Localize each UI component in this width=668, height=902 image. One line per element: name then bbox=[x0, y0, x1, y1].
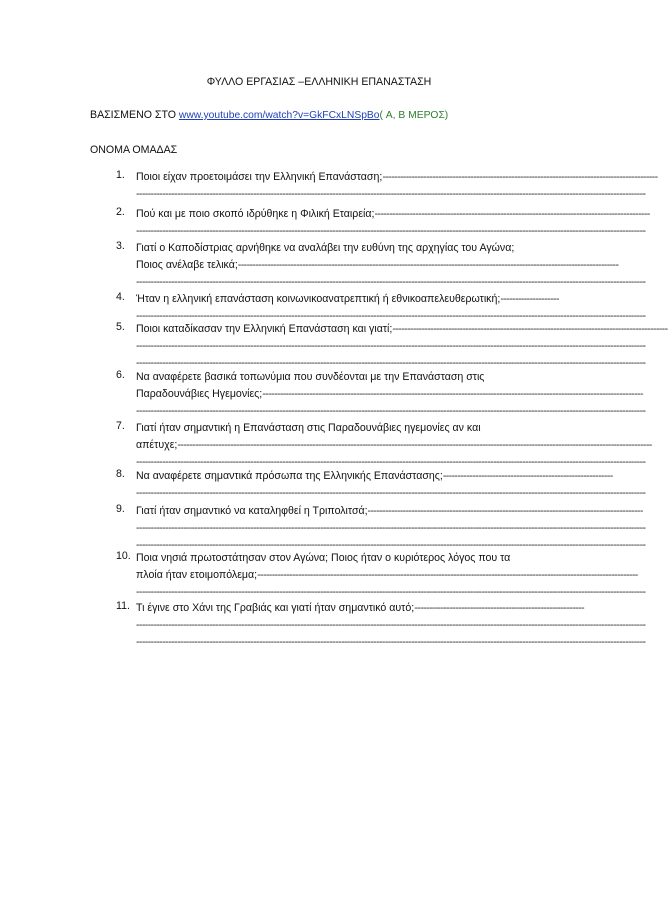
question-text: Παραδουνάβιες Ηγεμονίες; bbox=[136, 388, 263, 400]
answer-line[interactable]: ------------------------------------------------------------------------------------------------------------------------------------------------------------------------------ bbox=[136, 522, 646, 534]
answer-line[interactable]: ---------------------------------------------------------------------------------------------------------------------------------- bbox=[262, 388, 643, 400]
source-parts: ( Α, Β ΜΕΡΟΣ) bbox=[379, 110, 449, 121]
question-text: Να αναφέρετε σημαντικά πρόσωπα της Ελληνικής Επανάστασης; bbox=[136, 470, 443, 482]
question-number: 3. bbox=[116, 240, 125, 252]
answer-line[interactable]: ---------------------------------------------------------------------------------------------- bbox=[382, 171, 658, 183]
question-text: Ποιοι είχαν προετοιμάσει την Ελληνική Επανάσταση; bbox=[136, 171, 383, 183]
question-number: 5. bbox=[116, 321, 125, 333]
answer-line[interactable]: ---------------------------------------------------------------------------------------------- bbox=[374, 208, 650, 220]
question-number: 2. bbox=[116, 206, 125, 218]
answer-line[interactable]: ------------------------------------------------------------------------------------------------------------------------------------------------------------------------------ bbox=[136, 340, 646, 352]
answer-line[interactable]: ---------------------------------------------------------------------------------------------------------------------------------- bbox=[257, 569, 638, 581]
question-text: Ποια νησιά πρωτοστάτησαν στον Αγώνα; Ποιος ήταν ο κυριότερος λόγος που τα bbox=[136, 552, 511, 564]
question-text: απέτυχε; bbox=[136, 439, 178, 451]
question-number: 4. bbox=[116, 291, 125, 303]
answer-line[interactable]: ---------------------------------------------------------------------------------------------------------------------------------- bbox=[237, 259, 619, 271]
question-text: Ποιος ανέλαβε τελικά; bbox=[136, 259, 238, 271]
answer-line[interactable]: ------------------------------------------------------------------------------------------------------------------------------------------------------------------------------ bbox=[136, 487, 646, 499]
answer-line[interactable]: ------------------------------------------------------------------------------------------------------------------------------------------------------------------------------ bbox=[136, 225, 646, 237]
question-text: Τι έγινε στο Χάνι της Γραβιάς και γιατί ήταν σημαντικό αυτό; bbox=[136, 602, 415, 614]
question-text: Γιατί ο Καποδίστριας αρνήθηκε να αναλάβει την ευθύνη της αρχηγίας του Αγώνα; bbox=[136, 242, 515, 254]
answer-line[interactable]: ---------------------------------------------------------------------------------------------- bbox=[367, 505, 643, 517]
question-text: Γιατί ήταν σημαντική η Επανάσταση στις Παραδουνάβιες ηγεμονίες αν και bbox=[136, 422, 481, 434]
answer-line[interactable]: ------------------------------------------------------------------------------------------------------------------------------------------------------------------------------ bbox=[136, 357, 646, 369]
answer-line[interactable]: ------------------------------------------------------------------------------------------------------------------------------------------------------------------------------ bbox=[136, 636, 646, 648]
answer-line[interactable]: ------------------------------------------------------------------------------------------------------------------------------------------------------------------------------ bbox=[136, 405, 646, 417]
question-text: Ήταν η ελληνική επανάσταση κοινωνικοανατρεπτική ή εθνικοαπελευθερωτική; bbox=[136, 293, 501, 305]
question-text: Γιατί ήταν σημαντικό να καταληφθεί η Τριπολιτσά; bbox=[136, 505, 368, 517]
answer-line[interactable]: ------------------------------------------------------------------------------------------------------------------------------------------------------------------------------ bbox=[136, 276, 646, 288]
question-number: 6. bbox=[116, 369, 125, 381]
question-number: 10. bbox=[116, 550, 131, 562]
question-text: Να αναφέρετε βασικά τοπωνύμια που συνδέονται με την Επανάσταση στις bbox=[136, 371, 485, 383]
answer-line[interactable]: ------------------------------------------------------------------------------------------------------------------------------------------------------------------ bbox=[177, 439, 652, 451]
answer-line[interactable]: ---------------------------------------------------------- bbox=[442, 470, 613, 482]
question-number: 11. bbox=[116, 600, 130, 612]
answer-line[interactable]: ------------------------------------------------------------------------------------------------------------------------------------------------------------------------------ bbox=[136, 586, 646, 598]
answer-line[interactable]: ------------------------------------------------------------------------------------------------------------------------------------------------------------------------------ bbox=[136, 456, 646, 468]
group-name-label: ΟΝΟΜΑ ΟΜΑΔΑΣ bbox=[90, 144, 178, 156]
question-text: πλοία ήταν ετοιμοπόλεμα; bbox=[136, 569, 258, 581]
question-text: Πού και με ποιο σκοπό ιδρύθηκε η Φιλική Εταιρεία; bbox=[136, 208, 375, 220]
youtube-link[interactable]: www.youtube.com/watch?v=GkFCxLNSpBo bbox=[178, 110, 380, 121]
question-number: 9. bbox=[116, 503, 125, 515]
based-on-label: ΒΑΣΙΣΜΕΝΟ ΣΤΟ bbox=[90, 109, 179, 121]
answer-line[interactable]: ---------------------------------------------------------- bbox=[414, 602, 585, 614]
answer-line[interactable]: ------------------------------------------------------------------------------------------------------------------------------------------------------------------------------ bbox=[136, 619, 646, 631]
question-number: 8. bbox=[116, 468, 125, 480]
based-on-line bbox=[90, 109, 448, 121]
page-title: ΦΥΛΛΟ ΕΡΓΑΣΙΑΣ –ΕΛΛΗΝΙΚΗ ΕΠΑΝΑΣΤΑΣΗ bbox=[206, 76, 432, 88]
answer-line[interactable]: ------------------------------------------------------------------------------------------------------------------------------------------------------------------------------ bbox=[136, 310, 646, 322]
question-number: 7. bbox=[116, 420, 125, 432]
question-number: 1. bbox=[116, 169, 125, 181]
answer-line[interactable]: -------------------- bbox=[500, 293, 559, 305]
answer-line[interactable]: ------------------------------------------------------------------------------------------------------------------------------------------------------------------------------ bbox=[136, 539, 646, 551]
answer-line[interactable]: ------------------------------------------------------------------------------------------------------------------------------------------------------------------------------ bbox=[136, 188, 646, 200]
answer-line[interactable]: ---------------------------------------------------------------------------------------------- bbox=[392, 323, 668, 335]
question-text: Ποιοι καταδίκασαν την Ελληνική Επανάσταση και γιατί; bbox=[136, 323, 393, 335]
